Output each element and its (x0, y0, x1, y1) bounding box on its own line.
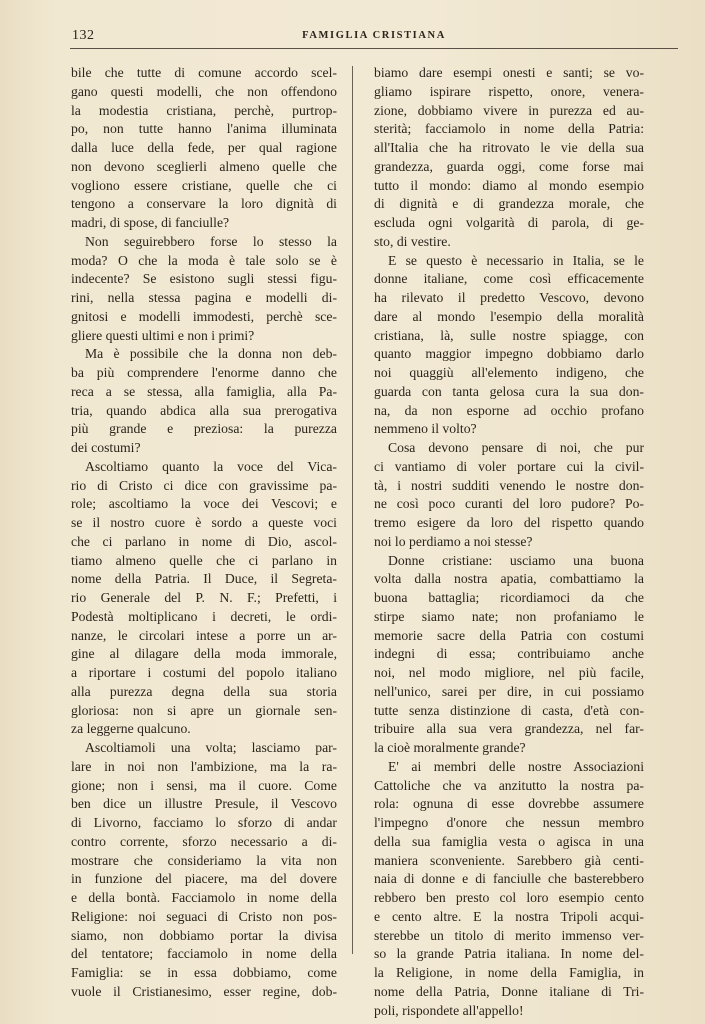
text-line: tria, quando abdica alla sua prerogativa (71, 402, 337, 418)
text-line: di dignità e di grandezza morale, che (374, 196, 644, 212)
text-line: che ci parlano in nome di Dio, ascol- (71, 533, 337, 549)
text-line: guarda con tanta gelosa cura la sua don- (374, 383, 644, 399)
text-line: rio Generale del P. N. F.; Prefetti, i (71, 590, 337, 605)
text-line: so la grande Patria italiana. In nome del- (374, 946, 644, 962)
text-line: tengono a conservare la loro dignità di (71, 196, 337, 212)
text-line: sto, di vestire. (374, 233, 451, 249)
text-line: cristiana, là, sulle nostre spiagge, con (374, 327, 644, 343)
text-line: di Livorno, facciamo lo sforzo di andar (71, 815, 337, 830)
text-line: Donne cristiane: usciamo una buona (388, 552, 644, 568)
text-line: noi quaggiù all'elemento indigeno, che (374, 365, 644, 380)
text-line: E' ai membri delle nostre Associazioni (388, 758, 644, 774)
text-line: gine al dilagare della moda immorale, (71, 646, 337, 662)
column-divider (352, 66, 353, 954)
text-line: noi lo perdiamo a noi stesse? (374, 533, 533, 549)
text-line: Podestà moltiplicano i decreti, le ordi- (71, 608, 337, 624)
text-line: za leggerne qualcuno. (71, 721, 191, 737)
text-line: nome della Patria. Il Duce, il Segreta- (71, 571, 337, 587)
text-line: rebbero ben presto col loro esempio cento (374, 890, 644, 905)
text-line: volta dalla nostra apatia, combattiamo la (374, 571, 644, 587)
text-line: nome della Patria, Donne italiane di Tri- (374, 983, 644, 999)
text-line: non devono sceglierli almeno quelle che (71, 158, 337, 174)
text-line: vuole il Cristianesimo, esser regine, dob- (71, 983, 337, 999)
left-text-column (71, 64, 337, 1002)
text-line: ba più comprendere l'enorme danno che (71, 365, 337, 380)
text-line: ben dice un illustre Presule, il Vescovo (71, 796, 337, 812)
text-line: E se questo è necessario in Italia, se le (388, 252, 644, 268)
text-line: Religione: noi seguaci di Cristo non pos- (71, 908, 337, 924)
text-line: dei costumi? (71, 440, 141, 455)
text-line: Ma è possibile che la donna non deb- (85, 346, 337, 362)
text-line: sterità; facciamolo in nome della Patria: (374, 121, 644, 137)
text-line: nell'unico, sarei per dire, in cui possiamo (374, 683, 644, 699)
page-header (70, 26, 678, 49)
text-line: na, da non esporne ad occhio profano (374, 402, 644, 418)
text-line: Famiglia: se in essa dobbiamo, come (71, 965, 337, 980)
text-line: sterebbe un titolo di merito immenso ver- (374, 927, 644, 943)
text-line: la Religione, in nome della Famiglia, in (374, 965, 644, 980)
text-line: role; ascoltiamo la voce dei Vescovi; e (71, 496, 337, 512)
text-line: siamo, non dobbiamo portar la divisa (71, 927, 337, 943)
text-line: ci vantiamo di voler portare cui la civil- (374, 458, 644, 474)
text-line: se il nostro cuore è sordo a queste voci (71, 515, 337, 530)
text-line: tribuire alla sua vera grandezza, nel far- (374, 721, 644, 737)
text-line: indecente? Se esistono sugli stessi figu- (71, 271, 337, 287)
text-line: rola: ognuna di esse dovrebbe assumere (374, 796, 644, 812)
running-title: FAMIGLIA CRISTIANA (302, 30, 446, 41)
text-line: dalla luce della fede, per qual ragione (71, 140, 337, 155)
text-line: Cosa devono pensare di noi, che pur (388, 440, 644, 455)
text-line: più grande e preziosa: la purezza (71, 421, 337, 437)
text-line: escluda ogni volgarità di parola, di ge- (374, 215, 644, 230)
text-line: la cioè moralmente grande? (374, 740, 526, 755)
text-line: Cattoliche che va anzitutto la nostra pa- (374, 777, 644, 793)
text-line: tutto il mondo: diamo al mondo esempio (374, 177, 644, 193)
text-line: e della bontà. Facciamolo in nome della (71, 890, 337, 905)
text-line: stirpe siamo nate; non profaniamo le (374, 608, 644, 624)
text-line: moda? O che la moda è tale solo se è (71, 252, 337, 268)
text-line: del tentatore; facciamolo in nome della (71, 946, 337, 962)
text-line: nanze, le circolari intese a porre un ar- (71, 627, 337, 643)
text-line: quanto maggior impegno dobbiamo darlo (374, 346, 644, 362)
text-line: buona battaglia; ricordiamoci da che (374, 590, 644, 605)
text-line: tremo esigere da loro del rispetto quando (374, 515, 644, 530)
text-line: lare in noi non l'ambizione, ma la ra- (71, 758, 337, 774)
text-line: naia di donne e di fanciulle che basterebbero (374, 871, 644, 887)
text-line: gione; non i sensi, ma il cuore. Come (71, 777, 337, 793)
text-line: della sua famiglia vesta o agisca in una (374, 833, 644, 849)
text-line: indegni di essa; contribuiamo anche (374, 646, 644, 662)
text-line: Ascoltiamo quanto la voce del Vica- (85, 458, 337, 474)
text-line: grandezza, guarda oggi, come forse mai (374, 158, 644, 174)
text-line: l'impegno d'onore che nessun membro (374, 815, 644, 830)
text-line: gnitosi e modelli immodesti, perchè sce- (71, 308, 337, 324)
text-line: a riportare i costumi del popolo italiano (71, 665, 337, 680)
text-line: donne italiane, come così efficacemente (374, 271, 644, 287)
text-line: ha rilevato il predetto Vescovo, devono (374, 290, 644, 305)
text-line: gliamo ispirare rispetto, onore, venera- (374, 83, 644, 99)
text-line: la modestia cristiana, perchè, purtrop- (71, 102, 337, 118)
right-text-column (374, 64, 644, 1020)
text-line: alla purezza degna della sua storia (71, 683, 337, 699)
text-line: Non seguirebbero forse lo stesso la (85, 233, 337, 249)
text-line: noi, nel modo migliore, nel più facile, (374, 665, 644, 680)
text-line: nemmeno il volto? (374, 421, 477, 437)
text-line: po, non tutte hanno l'anima illuminata (71, 121, 337, 137)
text-line: all'Italia che ha ritrovato le vie della sua (374, 140, 644, 155)
text-line: e cento altre. E la nostra Tripoli acqui- (374, 908, 644, 924)
text-line: bile che tutte di comune accordo scel- (71, 65, 337, 80)
text-line: ne così poco curanti del loro pudore? Po- (374, 496, 644, 512)
text-line: biamo dare esempi onesti e santi; se vo- (374, 65, 644, 80)
text-line: rio di Cristo ci dice con gravissime pa- (71, 477, 337, 493)
text-line: vogliono essere cristiane, quelle che ci (71, 177, 337, 193)
text-line: tà, i nostri sudditi venendo le nostre don- (374, 477, 644, 493)
text-line: gliere questi ultimi e non i primi? (71, 327, 255, 343)
text-line: memorie sacre della Patria con costumi (374, 627, 644, 643)
text-line: mostrare che consideriamo la vita non (71, 852, 337, 868)
text-line: maniera sconveniente. Sarebbero già centi- (374, 852, 644, 868)
text-line: tiamo almeno quelle che ci parlano in (71, 552, 337, 568)
text-line: Ascoltiamoli una volta; lasciamo par- (85, 740, 337, 755)
text-line: reca a se stessa, alla famiglia, alla Pa- (71, 383, 337, 399)
page-number: 132 (72, 28, 95, 43)
text-line: rini, nella stessa pagina e modelli di- (71, 290, 337, 305)
text-line: dare al mondo l'esempio della moralità (374, 308, 644, 324)
text-line: gloriosa: non si apre un giornale sen- (71, 702, 337, 718)
text-line: gano questi modelli, che non offendono (71, 83, 337, 99)
text-line: in funzione del piacere, ma del dovere (71, 871, 337, 887)
text-line: tutte senza distinzione di casta, d'età con- (374, 702, 644, 718)
text-line: poli, rispondete all'appello! (374, 1002, 524, 1018)
text-line: zione, dobbiamo vivere in purezza ed au- (374, 102, 644, 118)
text-line: contro corrente, sforzo necessario a di- (71, 833, 337, 849)
text-line: madri, di spose, di fanciulle? (71, 215, 230, 230)
